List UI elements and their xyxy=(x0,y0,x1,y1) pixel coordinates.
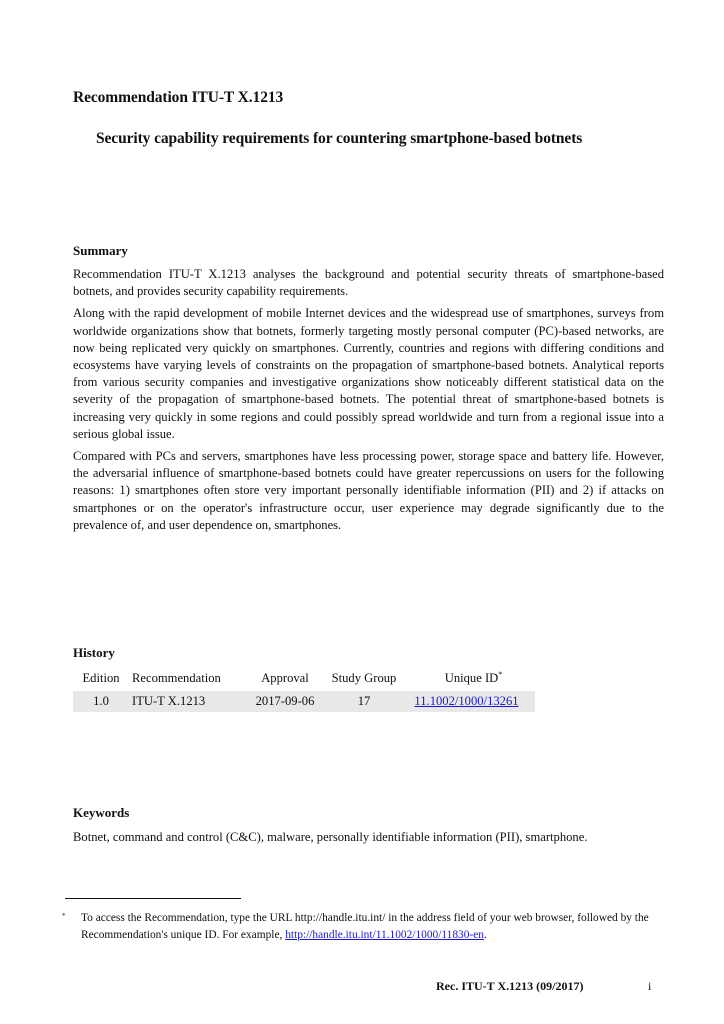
footnote-text-after-link: . xyxy=(484,928,487,941)
column-header-recommendation: Recommendation xyxy=(132,671,221,685)
column-header-unique-id xyxy=(398,668,535,691)
footer-reference: Rec. ITU-T X.1213 (09/2017) xyxy=(436,979,584,993)
cell-unique-id xyxy=(398,691,535,712)
table-row xyxy=(73,691,535,712)
footnote-text-before-link: To access the Recommendation, type the URL http://handle.itu.int/ in the address field of your web browser, followed by the Recommendation's unique ID. For example, xyxy=(81,912,649,941)
history-table xyxy=(73,668,535,712)
unique-id-footnote-mark: * xyxy=(498,669,503,679)
history-header-row xyxy=(73,668,535,691)
column-header-approval: Approval xyxy=(261,671,309,685)
summary-body xyxy=(73,266,664,539)
cell-approval: 2017-09-06 xyxy=(240,691,330,712)
history-heading: History xyxy=(73,645,115,660)
keywords-text: Botnet, command and control (C&C), malware, personally identifiable information (PII), smartphone. xyxy=(73,830,588,844)
keywords-heading: Keywords xyxy=(73,805,130,820)
recommendation-title: Recommendation ITU-T X.1213 xyxy=(73,89,284,106)
unique-id-link[interactable]: 11.1002/1000/13261 xyxy=(414,693,519,708)
summary-paragraph: Compared with PCs and servers, smartphones have less processing power, storage space and battery life. However, the adversarial influence of smartphone-based botnets could have greater repercussions on users for the following reasons: 1) smartphones often store very important personally identifiable information (PII) and 2) if attacks on smartphones or on the operator's infrastructure occur, user experience may degrade significantly due to the prevalence of, and user dependence on, smartphones. xyxy=(73,449,664,532)
cell-recommendation: ITU-T X.1213 xyxy=(129,691,240,712)
cell-edition: 1.0 xyxy=(73,691,129,712)
column-header-edition: Edition xyxy=(82,671,120,685)
unique-id-header-label: Unique ID xyxy=(444,671,499,685)
footnote-example-link[interactable]: http://handle.itu.int/11.1002/1000/11830-en xyxy=(285,928,484,941)
summary-paragraph: Recommendation ITU-T X.1213 analyses the background and potential security threats of smartphone-based botnets, and provides security capability requirements. xyxy=(73,267,664,299)
footnote-text xyxy=(81,910,658,943)
summary-paragraph: Along with the rapid development of mobile Internet devices and the widespread use of smartphones, surveys from worldwide organizations show that botnets, formerly targeting mostly personal computer (PC)-based networks, are now being replicated very quickly on smartphones. Currently, countries and regions with differing conditions and ecosystems have varying levels of constraints on the propagation of smartphone-based botnets. Analytical reports from various security companies and investigative organizations show noticeably different statistical data on the severity of the propagation of smartphone-based botnets. The potential threat of smartphone-based botnets is increasing very quickly in some regions and could possibly spread worldwide and turn from a regional issue into a serious global issue. xyxy=(73,306,664,441)
summary-heading: Summary xyxy=(73,243,128,258)
document-title: Security capability requirements for countering smartphone-based botnets xyxy=(96,130,583,147)
footer-page-number: i xyxy=(648,979,652,993)
column-header-study-group: Study Group xyxy=(331,671,397,685)
cell-study-group: 17 xyxy=(330,691,398,712)
footnote-separator xyxy=(65,898,241,899)
footnote xyxy=(62,910,658,943)
footnote-mark: * xyxy=(62,912,66,920)
